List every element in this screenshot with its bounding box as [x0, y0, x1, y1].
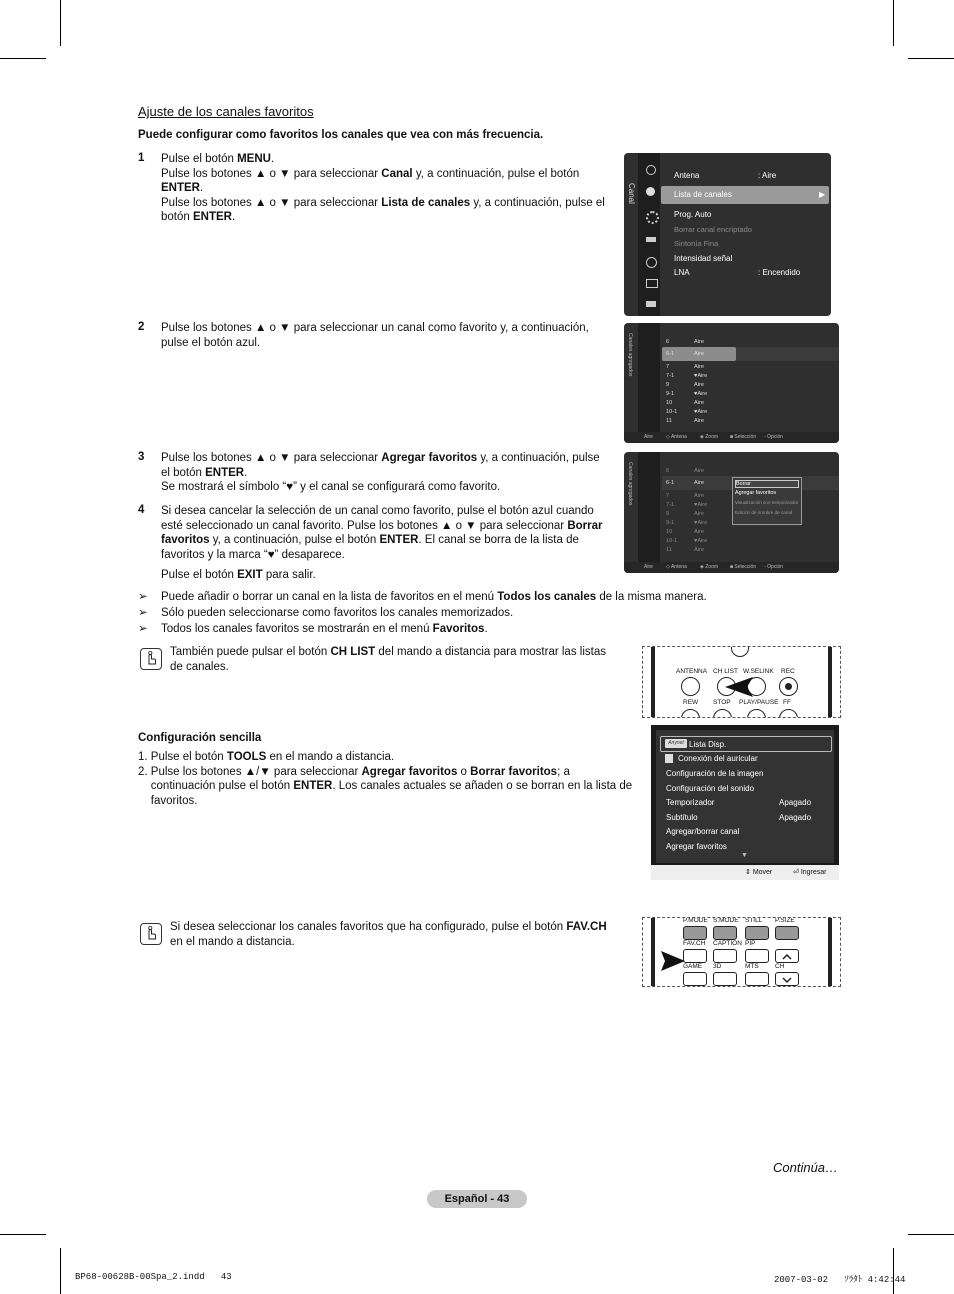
- footer-hint: ■ Selección: [730, 564, 757, 570]
- remote-button-label: CH LIST: [713, 668, 738, 675]
- channel-number: 9: [666, 382, 670, 388]
- remote-button-label: FF: [783, 699, 791, 706]
- channel-number: 10: [666, 400, 673, 406]
- note-text: Puede añadir o borrar un canal en la lista de favoritos en el menú Todos los canales de la misma manera.: [161, 591, 707, 603]
- section-title: Ajuste de los canales favoritos: [138, 104, 314, 119]
- remote-button-label: P.MODE: [683, 917, 708, 924]
- scroll-down-icon: ▼: [741, 852, 748, 859]
- tools-item[interactable]: [666, 769, 831, 778]
- channel-number: 7-1: [666, 502, 675, 508]
- osd-option-popup: [732, 477, 802, 525]
- tools-item-label: Configuración del sonido: [666, 784, 755, 793]
- step-number: 4: [138, 504, 145, 516]
- channel-row[interactable]: [666, 418, 704, 424]
- osd-menu-item[interactable]: [674, 225, 752, 234]
- channel-number: 10-1: [666, 409, 678, 415]
- channel-row[interactable]: [666, 373, 707, 379]
- channel-source: ♥Aire: [694, 409, 708, 415]
- tip-text: Si desea seleccionar los canales favoritos que ha configurado, pulse el botón FAV.CH en el mando a distancia.: [170, 921, 607, 948]
- osd-side-label: Canales agregados: [627, 333, 633, 377]
- date-footer: 2007-03-02 ｿﾗﾀﾄ 4:42:44: [774, 1275, 906, 1285]
- remote-button-label: FAV.CH: [683, 940, 706, 947]
- remote-button[interactable]: [745, 949, 769, 963]
- channel-source: Aire: [694, 364, 704, 370]
- channel-number: 7: [666, 493, 670, 499]
- tools-item[interactable]: [666, 798, 831, 807]
- osd-menu-item[interactable]: [674, 210, 711, 219]
- channel-number: 7: [666, 364, 670, 370]
- channel-number: 11: [666, 547, 672, 553]
- channel-row[interactable]: [666, 480, 704, 486]
- tools-item-label: Conexión del auricular: [678, 754, 758, 763]
- remote-button[interactable]: [683, 926, 707, 940]
- channel-number: 6: [666, 468, 670, 474]
- config-title: Configuración sencilla: [138, 732, 262, 744]
- footer-hint: ◈ Zoom: [700, 564, 719, 570]
- channel-source: Aire: [694, 468, 704, 474]
- channel-row[interactable]: [666, 493, 704, 499]
- osd-menu-label: Sintonía Fina: [674, 239, 719, 248]
- channel-number: 9: [666, 511, 670, 517]
- tools-item-value: Apagado: [779, 798, 812, 807]
- osd-menu-item[interactable]: [674, 239, 718, 248]
- channel-row[interactable]: [666, 538, 707, 544]
- channel-number: 6: [666, 339, 670, 345]
- osd-menu-label: LNA: [674, 268, 690, 277]
- channel-row[interactable]: [666, 529, 704, 535]
- tools-menu: [651, 725, 839, 880]
- move-hint: ⇕ Mover: [745, 869, 773, 876]
- remote-button[interactable]: [713, 949, 737, 963]
- channel-row[interactable]: [666, 364, 704, 370]
- remote-button-label: REC: [781, 668, 795, 675]
- tools-item[interactable]: [666, 784, 831, 793]
- application-icon: [646, 301, 656, 307]
- channel-row[interactable]: [666, 511, 704, 517]
- tools-item[interactable]: [689, 740, 854, 749]
- osd-selected-arrow: ▶: [819, 190, 826, 199]
- tools-items: [651, 725, 839, 865]
- remote-button-label: GAME: [683, 963, 703, 970]
- osd-menu-label: Borrar canal encriptado: [674, 225, 752, 234]
- tools-item[interactable]: [678, 754, 843, 763]
- channel-row[interactable]: [666, 400, 704, 406]
- channel-number: 9-1: [666, 520, 675, 526]
- channel-source: Aire: [694, 511, 704, 517]
- step-text: Pulse los botones ▲ o ▼ para seleccionar Agregar favoritos y, a continuación, pulse el botón ENTER. Se mostrará el símbolo “♥” y el canal se configurará como favorito.: [161, 452, 600, 493]
- exit-instruction: Pulse el botón EXIT para salir.: [161, 569, 316, 581]
- channel-source: ♥Aire: [694, 520, 708, 526]
- channel-number: 6-1: [666, 480, 675, 486]
- remote-button[interactable]: [775, 926, 799, 940]
- osd-canal-items: [674, 153, 824, 316]
- antenna-button[interactable]: [681, 677, 700, 696]
- note-text: Todos los canales favoritos se mostrarán en el menú Favoritos.: [161, 623, 488, 635]
- osd-channel-list: [624, 323, 839, 443]
- tools-item[interactable]: [666, 827, 831, 836]
- channel-row[interactable]: [666, 547, 704, 553]
- remote-button-label: P.SIZE: [775, 917, 795, 924]
- stop-button[interactable]: [713, 709, 732, 718]
- osd-side-label: Canales agregados: [627, 462, 633, 506]
- note-marker: ➢: [138, 623, 148, 635]
- sound-icon: [646, 187, 655, 196]
- osd-menu-label: Intensidad señal: [674, 254, 733, 263]
- footer-hint: ◇ Antena: [666, 564, 687, 570]
- osd-menu-item[interactable]: [674, 254, 732, 263]
- channel-row[interactable]: [666, 339, 704, 345]
- channel-number: 6-1: [666, 351, 675, 357]
- pointer-arrow-icon: [657, 950, 687, 972]
- step-number: 1: [138, 152, 145, 164]
- osd-menu-item[interactable]: [674, 268, 801, 277]
- gear-icon: [646, 211, 659, 224]
- file-footer: BP68-00628B-00Spa_2.indd 43: [75, 1272, 232, 1282]
- remote-button[interactable]: [683, 972, 707, 986]
- input-icon: [646, 237, 656, 242]
- osd-channel-rows: [666, 337, 836, 433]
- tools-item-label: Configuración de la imagen: [666, 769, 764, 778]
- remote-button-label: MTS: [745, 963, 759, 970]
- popup-option[interactable]: Edición de nombre de canal: [735, 510, 792, 515]
- osd-footer-source: Aire: [644, 434, 653, 440]
- remote-button[interactable]: [775, 972, 799, 986]
- anynet-badge: Anynet: [665, 739, 687, 748]
- ff-button[interactable]: [779, 709, 798, 718]
- note-marker: ➢: [138, 591, 148, 603]
- channel-row[interactable]: [666, 391, 707, 397]
- step-number: 3: [138, 451, 145, 463]
- channel-source: Aire: [694, 493, 704, 499]
- remote-button-label: STOP: [713, 699, 731, 706]
- remote-button-label: STILL: [745, 917, 763, 924]
- remote-button[interactable]: [713, 972, 737, 986]
- channel-number: 7-1: [666, 373, 675, 379]
- tools-item-label: Lista Disp.: [689, 740, 727, 749]
- channel-source: ♥Aire: [694, 373, 708, 379]
- remote-favch-illustration: [642, 917, 841, 987]
- channel-row[interactable]: [666, 382, 704, 388]
- section-intro: Puede configurar como favoritos los canales que vea con más frecuencia.: [138, 129, 544, 141]
- osd-menu-value: : Aire: [758, 171, 777, 180]
- rew-button[interactable]: [681, 709, 700, 718]
- step-text: Pulse los botones ▲ o ▼ para seleccionar un canal como favorito y, a continuación, pulse el botón azul.: [161, 322, 589, 349]
- footer-hint: ◦ Opción: [764, 564, 784, 570]
- osd-menu-item[interactable]: [674, 171, 777, 180]
- popup-option[interactable]: Visualización con temporizador: [735, 500, 799, 505]
- picture-icon: [646, 165, 656, 175]
- remote-button[interactable]: [745, 972, 769, 986]
- channel-number: 9-1: [666, 391, 675, 397]
- remote-button-label: CAPTION: [713, 940, 742, 947]
- channel-source: Aire: [694, 418, 704, 424]
- remote-button-label: PIP: [745, 940, 756, 947]
- step-text: Si desea cancelar la selección de un canal como favorito, pulse el botón azul cuando esté seleccionado un canal favorito. Pulse los botones ▲ o ▼ para seleccionar Borrar favoritos y, a continuación, pulse el botón ENTER. El canal se borra de la lista de favoritos y la marca “♥” desaparece.: [161, 505, 603, 561]
- tools-item-label: Subtítulo: [666, 813, 698, 822]
- remote-button-label: REW: [683, 699, 699, 706]
- tools-item-label: Agregar/borrar canal: [666, 827, 740, 836]
- channel-number: 10: [666, 529, 673, 535]
- channel-row[interactable]: [666, 468, 704, 474]
- remote-button-label: PLAY/PAUSE: [739, 699, 779, 706]
- tools-item-label: Temporizador: [666, 798, 715, 807]
- osd-channel-list-popup: [624, 452, 839, 573]
- channel-row[interactable]: [666, 502, 707, 508]
- osd-menu-item[interactable]: [674, 190, 732, 199]
- remote-button[interactable]: [745, 926, 769, 940]
- footer-hint: ◇ Antena: [666, 434, 687, 440]
- tools-item-value: Apagado: [779, 813, 812, 822]
- tools-item-label: Agregar favoritos: [666, 842, 727, 851]
- osd-side-label: Canal: [627, 183, 636, 204]
- channel-source: Aire: [694, 351, 704, 357]
- note-text: Sólo pueden seleccionarse como favoritos los canales memorizados.: [161, 607, 514, 619]
- channel-row[interactable]: [666, 351, 704, 357]
- remote-button-label: ANTENNA: [676, 668, 708, 675]
- channel-source: Aire: [694, 339, 704, 345]
- osd-footer-source: Aire: [644, 564, 653, 570]
- enter-hint: ⏎ Ingresar: [793, 869, 827, 876]
- footer-hint: ◈ Zoom: [700, 434, 719, 440]
- osd-menu-value: : Encendido: [758, 268, 801, 277]
- config-text: 1. Pulse el botón TOOLS en el mando a distancia. 2. Pulse los botones ▲/▼ para seleccionar Agregar favoritos o Borrar favoritos; a continuación pulse el botón ENTER. Los canales actuales se añaden o se borran en la lista de favoritos.: [138, 751, 633, 807]
- tools-item[interactable]: [666, 813, 831, 822]
- channel-source: ♥Aire: [694, 538, 708, 544]
- hand-icon: [140, 923, 162, 945]
- tools-item[interactable]: [666, 842, 831, 851]
- channel-source: Aire: [694, 547, 704, 553]
- tip-text: También puede pulsar el botón CH LIST del mando a distancia para mostrar las listas de canales.: [170, 646, 606, 673]
- osd-canal-menu: [624, 153, 831, 316]
- step-number: 2: [138, 321, 145, 333]
- channel-row[interactable]: [666, 520, 707, 526]
- channel-number: 11: [666, 418, 672, 424]
- channel-source: Aire: [694, 480, 704, 486]
- continued-label: Continúa…: [773, 1160, 839, 1175]
- remote-button[interactable]: [775, 949, 799, 963]
- channel-source: ♥Aire: [694, 502, 708, 508]
- remote-chlist-illustration: [642, 646, 841, 718]
- remote-button[interactable]: [713, 926, 737, 940]
- rec-button[interactable]: [779, 677, 798, 696]
- channel-number: 10-1: [666, 538, 678, 544]
- remote-button-label: 3D: [713, 963, 722, 970]
- channel-source: Aire: [694, 400, 704, 406]
- note-marker: ➢: [138, 607, 148, 619]
- clock-icon: [646, 257, 657, 268]
- channel-source: Aire: [694, 529, 704, 535]
- pointer-arrow-icon: [723, 675, 763, 699]
- osd-menu-label: Lista de canales: [674, 190, 732, 199]
- osd-menu-label: Antena: [674, 171, 700, 180]
- channel-source: Aire: [694, 382, 704, 388]
- popup-option[interactable]: Agregar favoritos: [735, 490, 777, 496]
- remote-button-label: S.MODE: [713, 917, 739, 924]
- footer-hint: ■ Selección: [730, 434, 757, 440]
- remote-button-label: W.SELINK: [743, 668, 774, 675]
- osd-menu-label: Prog. Auto: [674, 210, 712, 219]
- channel-icon: [646, 279, 658, 288]
- play-pause-button[interactable]: [747, 709, 766, 718]
- hand-icon: [140, 648, 162, 670]
- popup-option[interactable]: Borrar: [735, 480, 799, 488]
- channel-row[interactable]: [666, 409, 707, 415]
- page-number: Español - 43: [427, 1190, 527, 1208]
- step-text: Pulse el botón MENU. Pulse los botones ▲ o ▼ para seleccionar Canal y, a continuación, pulse el botón ENTER. Pulse los botones ▲ o ▼ para seleccionar Lista de canales y, a continuación, pulse el botón ENTER.: [161, 153, 605, 223]
- footer-hint: ◦ Opción: [764, 434, 784, 440]
- channel-source: ♥Aire: [694, 391, 708, 397]
- remote-button-label: CH: [775, 963, 785, 970]
